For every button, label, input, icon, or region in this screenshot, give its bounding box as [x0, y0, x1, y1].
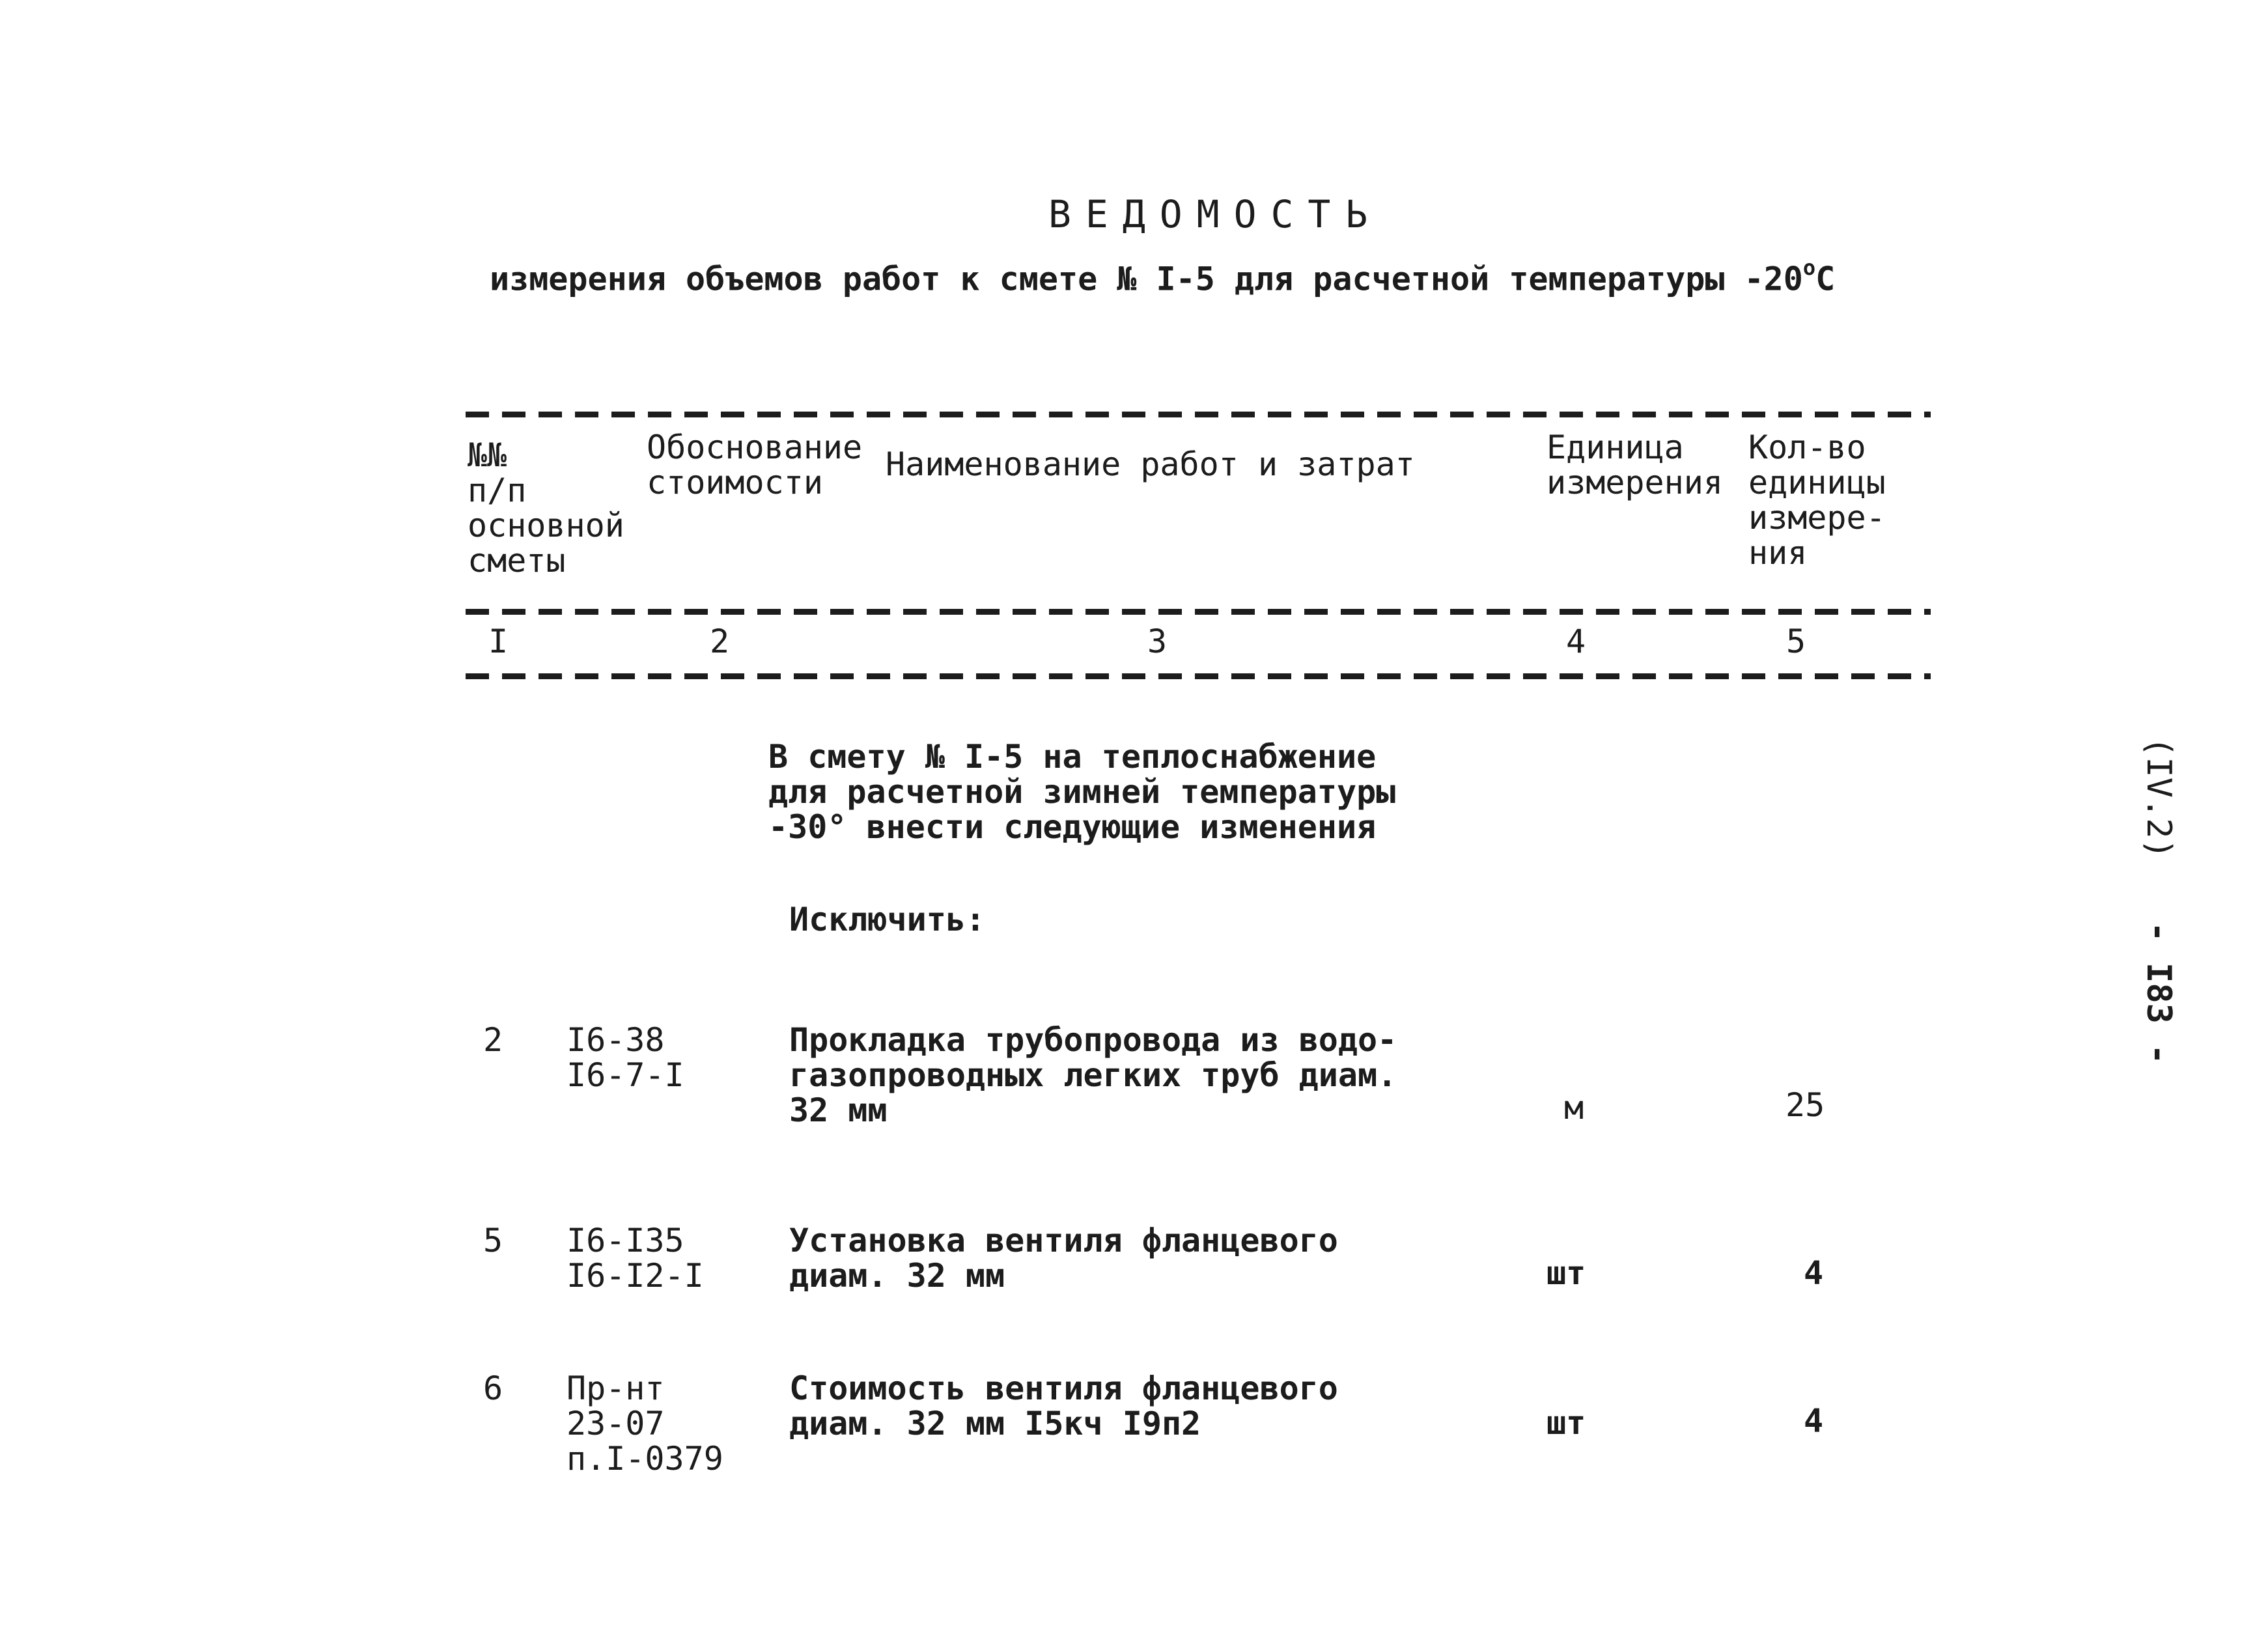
- header-top-rule: [466, 412, 1931, 417]
- row-work-name: Стоимость вентиля фланцевого диам. 32 мм I5кч I9п2: [789, 1369, 1338, 1442]
- row-quantity: 25: [1785, 1086, 1825, 1124]
- row-quantity: 4: [1804, 1254, 1824, 1292]
- row-number: 2: [483, 1021, 503, 1059]
- row-quantity: 4: [1804, 1402, 1824, 1440]
- document-title: ВЕДОМОСТЬ: [1048, 192, 1382, 236]
- subtitle-unit: С: [1815, 260, 1836, 298]
- row-work-name: Прокладка трубопровода из водо- газопроводных легких труб диам. 32 мм: [789, 1021, 1397, 1129]
- header-row-number: №№ п/п основной сметы: [468, 436, 624, 580]
- header-unit: Единица измерения: [1547, 428, 1723, 501]
- col-number-4: 4: [1565, 623, 1586, 660]
- document-subtitle: [490, 255, 1836, 298]
- row-cost-basis: I6-38 I6-7-I: [567, 1021, 684, 1094]
- row-work-name: Установка вентиля фланцевого диам. 32 мм: [789, 1222, 1338, 1295]
- col-number-2: 2: [709, 623, 730, 660]
- subtitle-text: измерения объемов работ к смете № I-5 для расчетной температуры -20: [490, 260, 1803, 298]
- row-cost-basis: I6-I35 I6-I2-I: [567, 1222, 704, 1295]
- row-number: 5: [483, 1222, 503, 1259]
- degree-sign: о: [1802, 255, 1816, 280]
- col-number-3: 3: [1147, 623, 1168, 660]
- header-work-name: Наименование работ и затрат: [886, 445, 1415, 483]
- section-label: Исключить:: [789, 901, 986, 938]
- row-unit: шт: [1547, 1254, 1586, 1292]
- row-cost-basis: Пр-нт 23-07 п.I-0379: [567, 1369, 723, 1478]
- col-number-5: 5: [1785, 623, 1806, 660]
- col-number-1: I: [488, 623, 509, 660]
- header-quantity: Кол-во единицы измере- ния: [1748, 428, 1886, 572]
- header-bottom-rule: [466, 609, 1931, 615]
- col-number-rule: [466, 673, 1931, 679]
- intro-paragraph: В смету № I-5 на теплоснабжение для расчетной зимней температуры -30° внести следующие изменения: [768, 738, 1396, 846]
- header-cost-basis: Обоснование стоимости: [647, 428, 863, 501]
- row-number: 6: [483, 1369, 503, 1407]
- side-section-number: (IV.2): [2139, 737, 2178, 859]
- page-number: - I83 -: [2139, 921, 2178, 1065]
- row-unit: м: [1564, 1089, 1584, 1127]
- row-unit: шт: [1547, 1404, 1586, 1442]
